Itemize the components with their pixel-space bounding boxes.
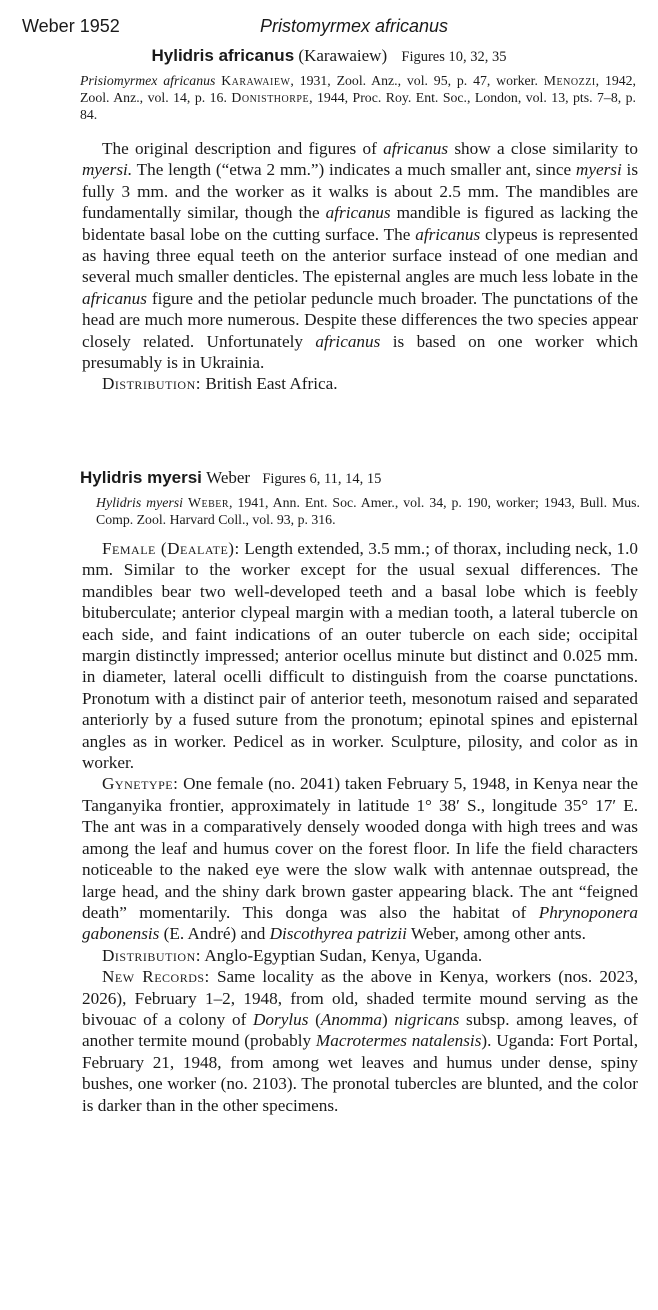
species-authority: (Karawaiew) bbox=[298, 46, 388, 65]
gynetype-paragraph: Gynetype: One female (no. 2041) taken February 5, 1948, in Kenya near the Tanganyika frontier, approximately in latitude 1° 38′ S., longitude 35° 17′ E. The ant was in a comparatively densely wooded donga with high trees and was among the leaf and humus cover on the forest floor. In life the field characters noticeable to the naked eye were the slow walk with antennae outspread, the large head, and the shiny dark brown gaster appearing black. The ant “feigned death” momentarily. This donga was also the habitat of Phrynoponera gabonensis (E. André) and Discothyrea patrizii Weber, among other ants. bbox=[82, 774, 638, 944]
synonym-author: Donisthorpe bbox=[231, 90, 310, 105]
gynetype-label: Gynetype: bbox=[102, 774, 179, 794]
figure-reference: Figures 6, 11, 14, 15 bbox=[262, 471, 382, 487]
synonym-reference: , 1941, Ann. Ent. Soc. Amer., vol. 34, p. 190, worker; 1943, Bull. Mus. Comp. Zool. Harvard Coll., vol. 93, p. 316. bbox=[96, 495, 640, 527]
species-heading-myersi bbox=[80, 468, 381, 488]
synonym-reference: , 1942, Zool. Anz., vol. 14, p. 16. bbox=[80, 73, 636, 105]
body-text-myersi bbox=[82, 538, 638, 1116]
synonym-taxon: Hylidris myersi bbox=[96, 495, 183, 510]
new-records-paragraph: New Records: Same locality as the above in Kenya, workers (nos. 2023, 2026), February 1–2, 1948, from old, shaded termite mound serving as the bivouac of a colony of Dorylus (Anomma) nigricans subsp. among leaves, of another termite mound (probably Macrotermes natalensis). Uganda: Fort Portal, February 21, 1948, from among wet leaves and humus under dense, spiny bushes, one worker (no. 2103). The pronotal tubercles are blunted, and the color is darker than in the other specimens. bbox=[82, 967, 639, 1115]
female-label: Female (Dealate): bbox=[102, 539, 240, 558]
header-taxon: Pristomyrmex africanus bbox=[260, 16, 449, 36]
female-description-paragraph bbox=[82, 538, 638, 773]
distribution-label: Distribution: bbox=[102, 374, 202, 394]
distribution-text: British East Africa. bbox=[201, 374, 338, 394]
distribution-paragraph bbox=[82, 373, 638, 394]
synonym-author: Weber bbox=[187, 495, 230, 510]
body-text-africanus bbox=[82, 138, 638, 395]
species-authority: Weber bbox=[206, 468, 251, 487]
synonym-author: Karawaiew bbox=[221, 73, 291, 88]
female-text: Length extended, 3.5 mm.; of thorax, including neck, 1.0 mm. Similar to the worker except for the usual sexual differences. The mandibles bear two well-developed teeth and a basal lobe which is feebly bituberculate; anterior clypeal margin with a median tooth, a lateral tubercle on each side, and faint indications of an outer tubercle on each side; occipital margin distinctly impressed; anterior ocellus minute but distinct and 0.025 mm. in diameter, lateral ocelli difficult to distinguish from the coarse punctations. Pronotum with a distinct pair of anterior teeth, mesonotum raised and separated anteriorly by a fused suture from the pronotum; epinotal spines and episternal angles as in worker. Pedicel as in worker. Sculpture, pilosity, and color as in worker. bbox=[82, 539, 639, 773]
distribution-paragraph bbox=[82, 945, 638, 966]
running-header bbox=[22, 16, 638, 40]
distribution-text: Anglo-Egyptian Sudan, Kenya, Uganda. bbox=[201, 945, 483, 965]
synonym-author: Menozzi bbox=[543, 73, 596, 88]
distribution-label: Distribution: bbox=[102, 945, 202, 965]
synonymy-block-africanus bbox=[80, 72, 636, 123]
synonym-reference: , 1944, Proc. Roy. Ent. Soc., London, vol. 13, pts. 7–8, p. 84. bbox=[80, 90, 637, 122]
new-records-label: New Records: bbox=[102, 967, 210, 987]
header-author-year: Weber 1952 bbox=[22, 16, 120, 36]
figure-reference: Figures 10, 32, 35 bbox=[401, 49, 507, 65]
species-name: Hylidris africanus bbox=[151, 46, 295, 65]
synonym-taxon: Prisiomyrmex africanus bbox=[80, 73, 216, 88]
species-heading-africanus bbox=[0, 46, 658, 66]
species-name: Hylidris myersi bbox=[80, 468, 202, 487]
synonym-reference: , 1931, Zool. Anz., vol. 95, p. 47, worker. bbox=[290, 73, 538, 88]
synonymy-block-myersi bbox=[96, 494, 640, 528]
discussion-paragraph: The original description and figures of africanus show a close similarity to myersi. The length (“etwa 2 mm.”) indicates a much smaller ant, since myersi is fully 3 mm. and the worker as it walks is about 2.5 mm. The mandibles are fundamentally similar, though the africanus mandible is figured as lacking the bidentate basal lobe on the cutting surface. The africanus clypeus is represented as having three equal teeth on the anterior surface instead of one median and several much smaller denticles. The episternal angles are much less lobate in the africanus figure and the petiolar peduncle much broader. The punctations of the head are much more numerous. Despite these differences the two species appear closely related. Unfortunately africanus is based on one worker which presumably is in Ukrainia. bbox=[82, 139, 639, 373]
